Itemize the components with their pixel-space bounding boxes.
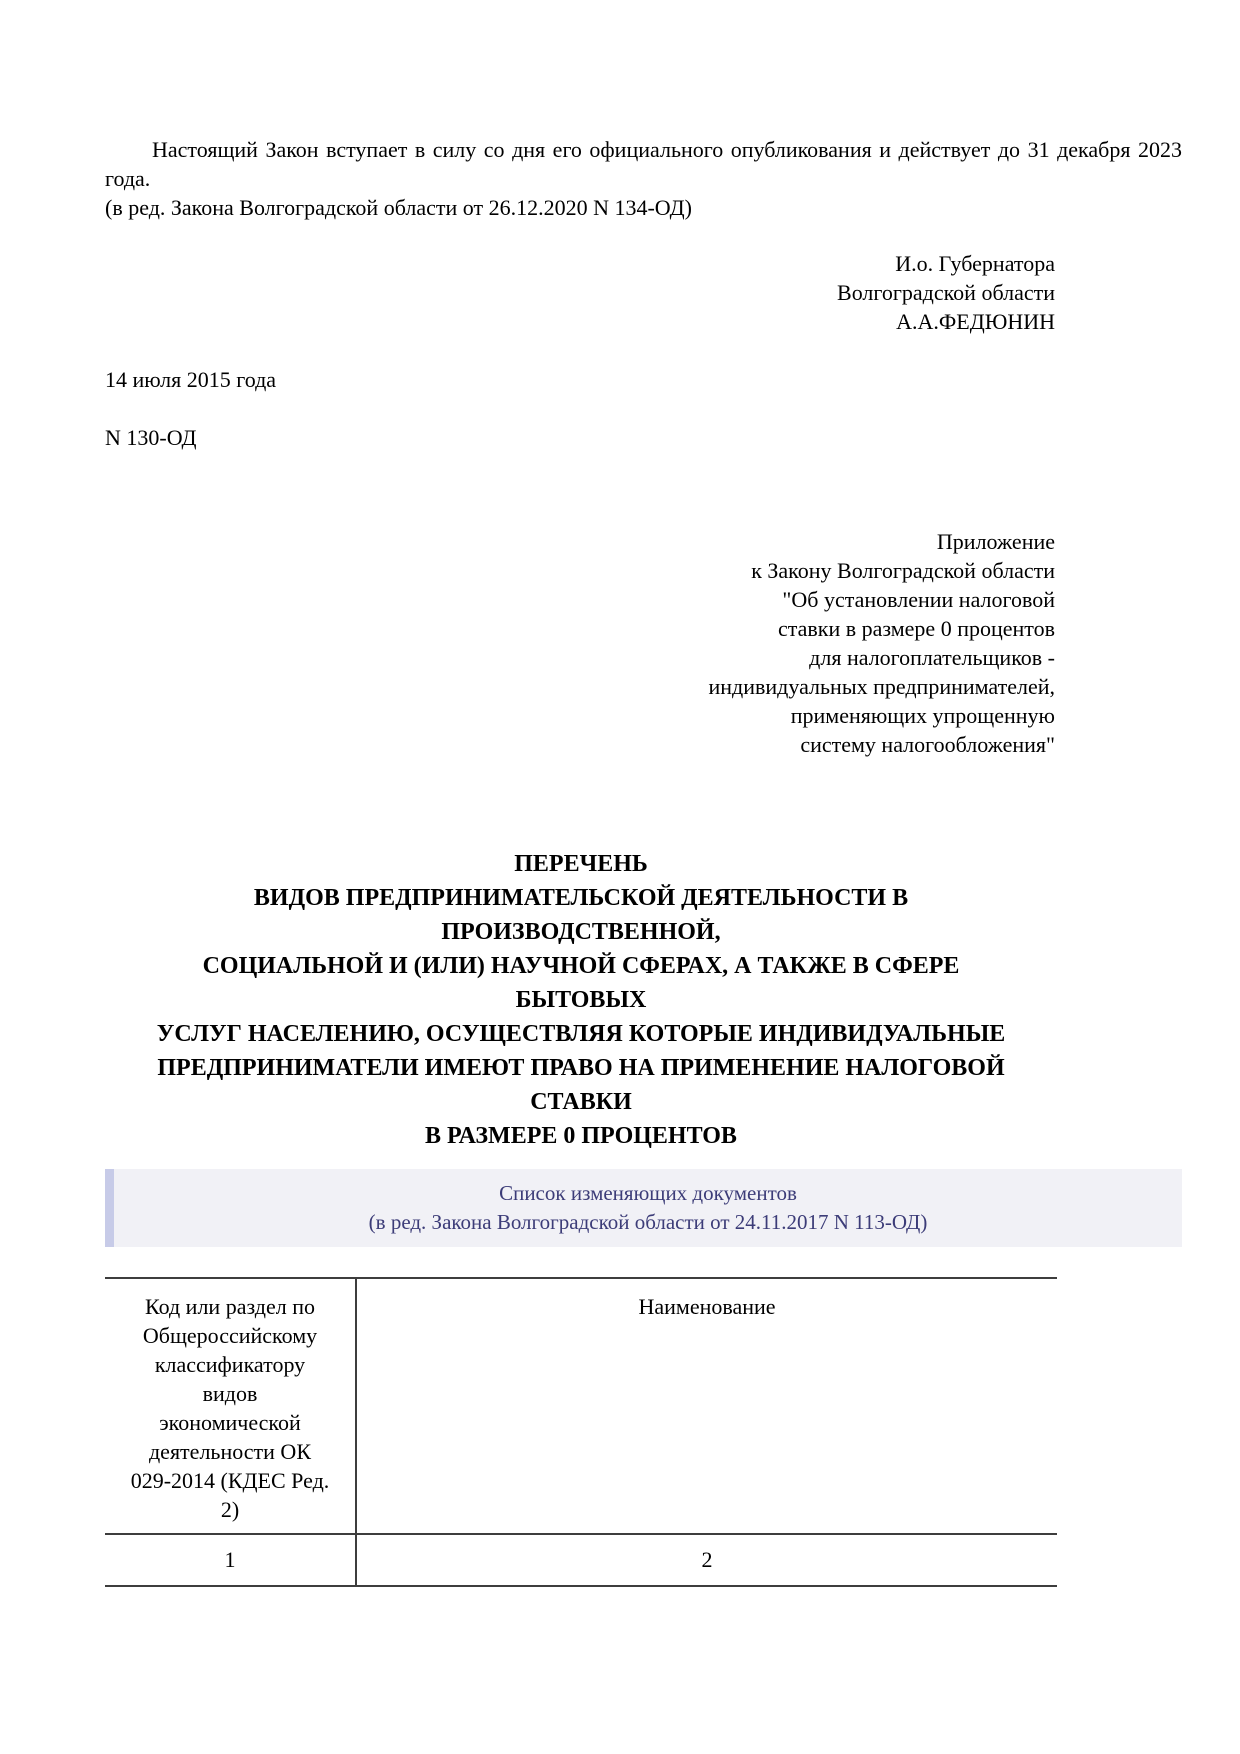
signature-line-name: А.А.ФЕДЮНИН — [896, 309, 1055, 334]
document-date: 14 июля 2015 года — [105, 367, 277, 392]
title-line: ПРОИЗВОДСТВЕННОЙ, — [441, 919, 721, 945]
appendix-line: Приложение — [936, 529, 1055, 554]
table-header-name: Наименование — [356, 1278, 1057, 1534]
changes-box — [105, 1169, 1182, 1247]
appendix-line: к Закону Волгоградской области — [751, 558, 1055, 583]
appendix-block — [105, 527, 1182, 759]
title-line: УСЛУГ НАСЕЛЕНИЮ, ОСУЩЕСТВЛЯЯ КОТОРЫЕ ИНДИВИДУАЛЬНЫЕ — [156, 1021, 1006, 1047]
header-code-line: Код или раздел по — [145, 1294, 315, 1319]
header-code-line: Общероссийскому — [142, 1323, 318, 1348]
amendment-note: (в ред. Закона Волгоградской области от 26.12.2020 N 134-ОД) — [105, 195, 692, 220]
header-code-line: 2) — [220, 1497, 240, 1522]
header-code-line: экономической — [159, 1410, 301, 1435]
title-line: БЫТОВЫХ — [515, 987, 647, 1013]
title-line: ПРЕДПРИНИМАТЕЛИ ИМЕЮТ ПРАВО НА ПРИМЕНЕНИЕ НАЛОГОВОЙ — [157, 1055, 1005, 1081]
title-line: СТАВКИ — [530, 1089, 632, 1115]
header-code-line: видов — [202, 1381, 258, 1406]
appendix-line: применяющих упрощенную — [790, 703, 1055, 728]
table-header-row — [105, 1278, 1057, 1534]
title-line: СОЦИАЛЬНОЙ И (ИЛИ) НАУЧНОЙ СФЕРАХ, А ТАКЖЕ В СФЕРЕ — [202, 953, 960, 979]
signature-line-region: Волгоградской области — [837, 280, 1055, 305]
table-row — [105, 1534, 1057, 1586]
document-number: N 130-ОД — [105, 425, 197, 450]
document-title — [105, 847, 1057, 1153]
activity-codes-table — [105, 1277, 1057, 1587]
table-cell-name: 2 — [356, 1534, 1057, 1586]
header-code-line: классификатору — [154, 1352, 306, 1377]
changes-box-title: Список изменяющих документов — [499, 1181, 797, 1205]
appendix-line: для налогоплательщиков - — [809, 645, 1055, 670]
title-line: ВИДОВ ПРЕДПРИНИМАТЕЛЬСКОЙ ДЕЯТЕЛЬНОСТИ В — [253, 885, 909, 911]
signature-line-position: И.о. Губернатора — [895, 251, 1055, 276]
header-code-line: 029-2014 (КДЕС Ред. — [130, 1468, 330, 1493]
title-line: В РАЗМЕРЕ 0 ПРОЦЕНТОВ — [425, 1123, 737, 1149]
table-header-code — [105, 1278, 356, 1534]
appendix-line: систему налогообложения" — [800, 732, 1055, 757]
header-code-line: деятельности ОК — [148, 1439, 311, 1464]
changes-box-amendment: (в ред. Закона Волгоградской области от 24.11.2017 N 113-ОД) — [368, 1210, 928, 1234]
title-line: ПЕРЕЧЕНЬ — [514, 851, 648, 877]
appendix-line: ставки в размере 0 процентов — [777, 616, 1055, 641]
appendix-line: "Об установлении налоговой — [782, 587, 1055, 612]
intro-paragraph: Настоящий Закон вступает в силу со дня его официального опубликования и действует до 31 декабря 2023 года. — [105, 137, 1182, 191]
signature-block — [105, 249, 1182, 336]
table-cell-code: 1 — [105, 1534, 356, 1586]
appendix-line: индивидуальных предпринимателей, — [708, 674, 1055, 699]
